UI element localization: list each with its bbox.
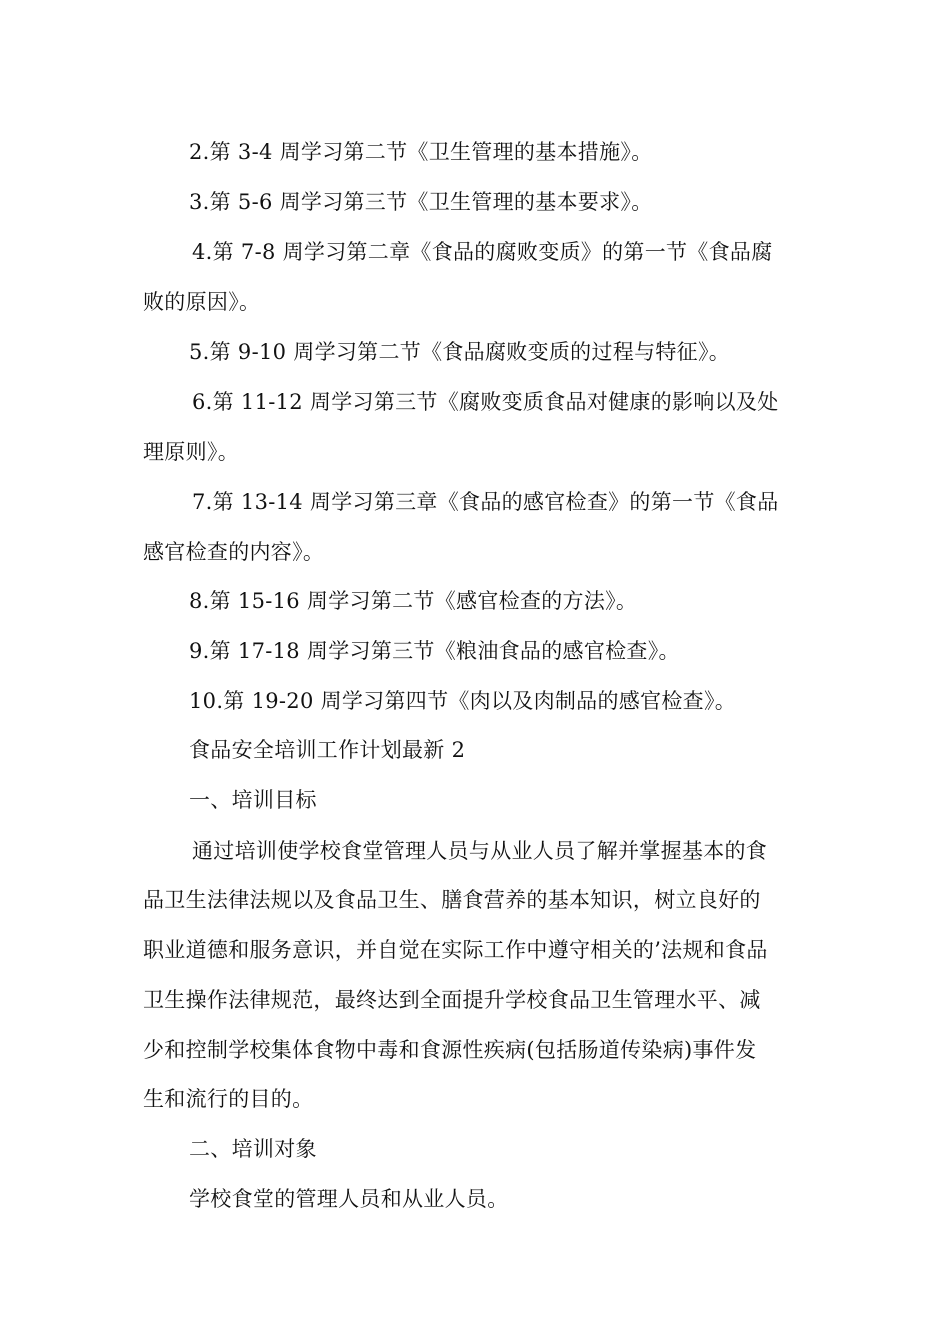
goal-paragraph-line-5: 少和控制学校集体食物中毒和食源性疾病(包括肠道传染病)事件发 xyxy=(143,1038,757,1062)
target-paragraph: 学校食堂的管理人员和从业人员。 xyxy=(189,1187,509,1211)
schedule-item-10: 10.第 19-20 周学习第四节《肉以及肉制品的感官检查》。 xyxy=(189,689,737,713)
schedule-item-6-line-2: 理原则》。 xyxy=(143,440,239,464)
goal-paragraph-line-3: 职业道德和服务意识，并自觉在实际工作中遵守相关的’法规和食品 xyxy=(143,938,768,962)
heading-training-target: 二、培训对象 xyxy=(189,1137,317,1161)
schedule-item-2: 2.第 3-4 周学习第二节《卫生管理的基本措施》。 xyxy=(189,140,653,164)
schedule-item-9: 9.第 17-18 周学习第三节《粮油食品的感官检查》。 xyxy=(189,639,680,663)
schedule-item-5: 5.第 9-10 周学习第二节《食品腐败变质的过程与特征》。 xyxy=(189,340,731,364)
goal-paragraph-line-4: 卫生操作法律规范，最终达到全面提升学校食品卫生管理水平、减 xyxy=(143,988,761,1012)
section-title: 食品安全培训工作计划最新 2 xyxy=(189,738,466,762)
goal-paragraph-line-1: 通过培训使学校食堂管理人员与从业人员了解并掌握基本的食 xyxy=(192,839,768,863)
schedule-item-3: 3.第 5-6 周学习第三节《卫生管理的基本要求》。 xyxy=(189,190,653,214)
schedule-item-7-line-2: 感官检查的内容》。 xyxy=(143,540,325,564)
goal-paragraph-line-2: 品卫生法律法规以及食品卫生、膳食营养的基本知识，树立良好的 xyxy=(143,888,761,912)
schedule-item-4-line-2: 败的原因》。 xyxy=(143,290,261,314)
schedule-item-6-line-1: 6.第 11-12 周学习第三节《腐败变质食品对健康的影响以及处 xyxy=(192,390,779,414)
schedule-item-4-line-1: 4.第 7-8 周学习第二章《食品的腐败变质》的第一节《食品腐 xyxy=(192,240,773,264)
schedule-item-7-line-1: 7.第 13-14 周学习第三章《食品的感官检查》的第一节《食品 xyxy=(192,490,779,514)
goal-paragraph-line-6: 生和流行的目的。 xyxy=(143,1087,314,1111)
heading-training-goal: 一、培训目标 xyxy=(189,788,317,812)
schedule-item-8: 8.第 15-16 周学习第二节《感官检查的方法》。 xyxy=(189,589,638,613)
